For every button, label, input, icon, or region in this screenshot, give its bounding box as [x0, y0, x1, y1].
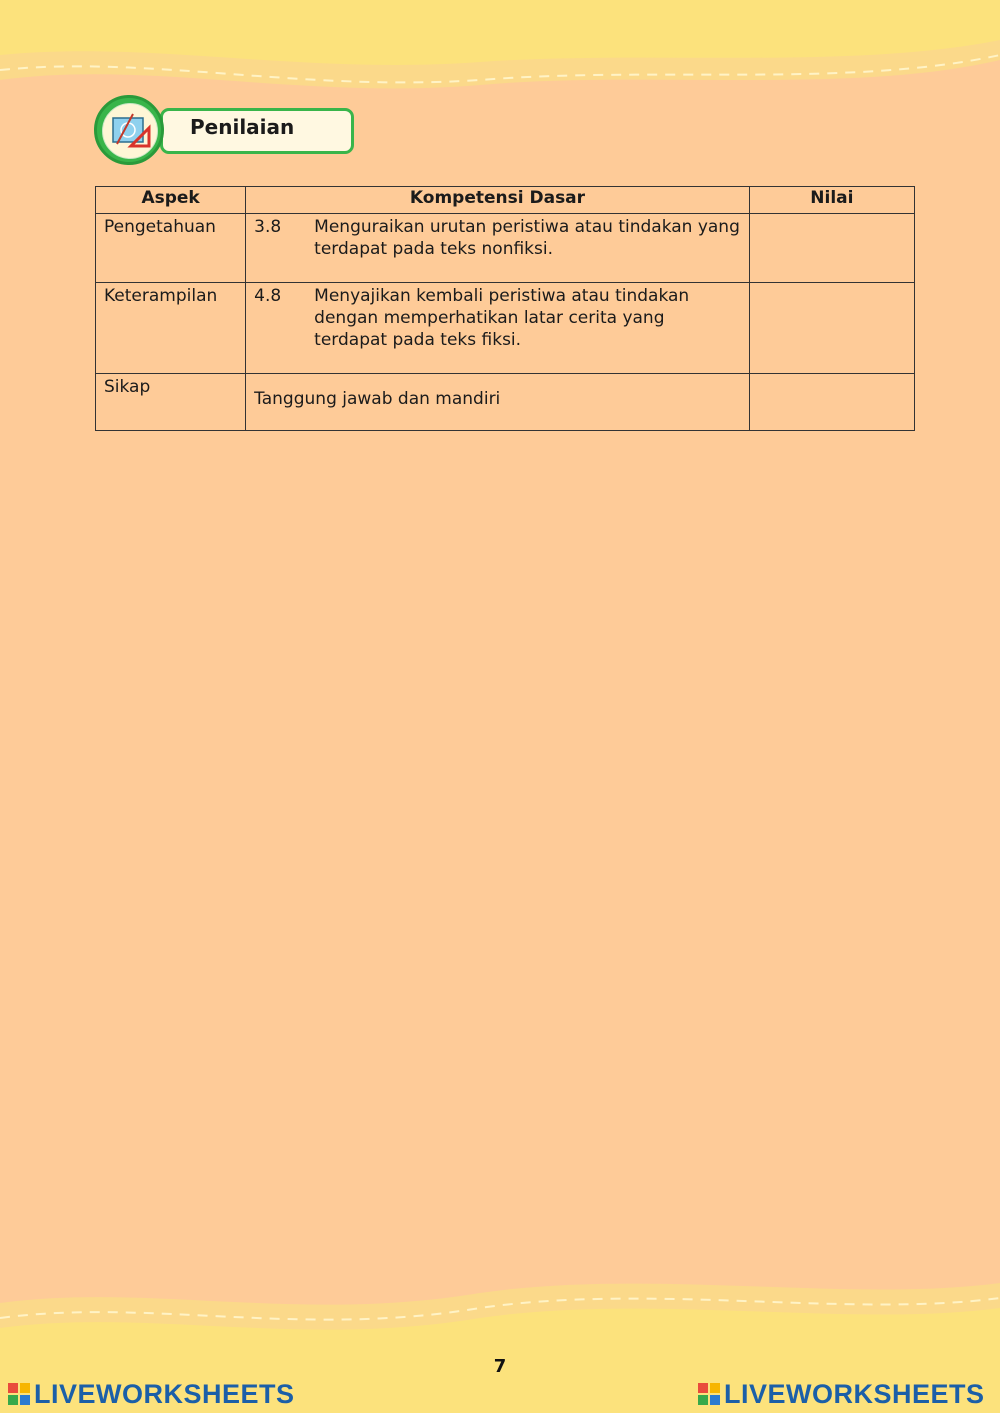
table-row [96, 214, 915, 283]
kd-text: Tanggung jawab dan mandiri [254, 389, 501, 409]
assessment-table [95, 186, 915, 431]
kd-number: 4.8 [254, 286, 282, 306]
header-nilai: Nilai [749, 187, 914, 214]
footer-logo-left[interactable] [8, 1378, 295, 1410]
footer-logo-right[interactable] [698, 1378, 985, 1410]
kd-text: Menguraikan urutan peristiwa atau tindakan yang terdapat pada teks nonfiksi. [314, 217, 740, 259]
geometry-tools-icon [103, 104, 157, 158]
aspek-cell: Keterampilan [96, 283, 246, 374]
nilai-cell[interactable] [749, 214, 914, 283]
kd-number: 3.8 [254, 217, 282, 237]
liveworksheets-logo-icon [8, 1383, 30, 1405]
table-header-row [96, 187, 915, 214]
header-kompetensi-dasar: Kompetensi Dasar [246, 187, 750, 214]
page-number: 7 [493, 1356, 507, 1377]
kompetensi-cell [246, 374, 750, 431]
aspek-cell: Pengetahuan [96, 214, 246, 283]
kd-text: Menyajikan kembali peristiwa atau tindakan dengan memperhatikan latar cerita yang terdapat pada teks fiksi. [314, 286, 690, 350]
section-heading [94, 95, 364, 170]
table-row [96, 283, 915, 374]
brand-name: LIVEWORKSHEETS [34, 1378, 295, 1409]
page-title: Penilaian [190, 115, 295, 139]
brand-name: LIVEWORKSHEETS [724, 1378, 985, 1409]
heading-badge [94, 95, 164, 165]
kompetensi-cell [246, 283, 750, 374]
aspek-cell: Sikap [96, 374, 246, 431]
liveworksheets-logo-icon [698, 1383, 720, 1405]
kompetensi-cell [246, 214, 750, 283]
table-row [96, 374, 915, 431]
header-aspek: Aspek [96, 187, 246, 214]
nilai-cell[interactable] [749, 283, 914, 374]
nilai-cell[interactable] [749, 374, 914, 431]
